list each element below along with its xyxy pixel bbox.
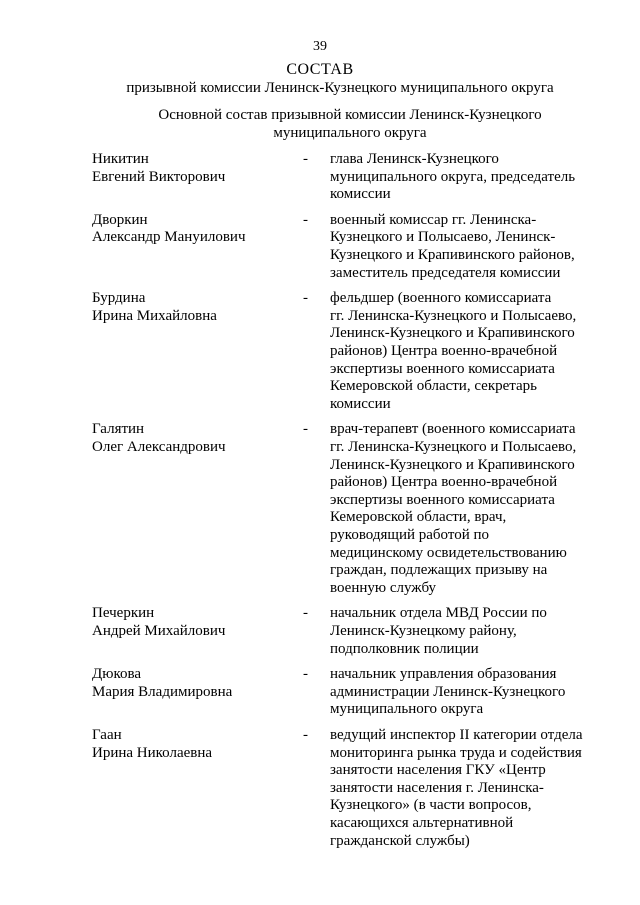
member-role-line: Кузнецкого и Крапивинского районов, — [330, 246, 575, 263]
member-given-names: Мария Владимировна — [92, 683, 233, 700]
member-name — [92, 212, 292, 247]
member-role-line: военный комиссар гг. Ленинска- — [330, 211, 537, 228]
member-given-names: Евгений Викторович — [92, 168, 226, 185]
member-dash: - — [303, 727, 308, 743]
member-role-line: глава Ленинск-Кузнецкого — [330, 151, 499, 167]
member-given-names: Олег Александрович — [92, 438, 226, 455]
section-heading-line: Основной состав призывной комиссии Ленинск-Кузнецкого — [158, 107, 542, 123]
section-heading-line: муниципального округа — [273, 124, 427, 141]
member-surname: Гаан — [92, 727, 122, 743]
member-role — [330, 727, 595, 850]
member-dash: - — [303, 151, 308, 167]
member-role — [330, 212, 595, 282]
member-role-line: комиссии — [330, 395, 391, 412]
member-surname: Никитин — [92, 151, 149, 167]
member-role-line: занятости населения г. Ленинска- — [330, 779, 544, 796]
member-role-line: Кемеровской области, врач, — [330, 509, 507, 526]
member-name — [92, 421, 292, 456]
member-role-line: начальник управления образования — [330, 666, 557, 683]
member-surname: Дюкова — [92, 666, 142, 683]
member-given-names: Александр Мануилович — [92, 229, 246, 246]
member-role-line: гражданской службы) — [330, 832, 470, 849]
member-role-line: заместитель председателя комиссии — [330, 264, 561, 281]
member-role-line: фельдшер (военного комиссариата — [330, 290, 552, 307]
member-role-line: Кемеровской области, секретарь — [330, 378, 538, 395]
member-role-line: врач-терапевт (военного комиссариата — [330, 421, 576, 438]
member-role-line: гг. Ленинска-Кузнецкого и Полысаево, — [330, 307, 577, 324]
member-name — [92, 151, 292, 186]
member-surname: Бурдина — [92, 290, 146, 307]
member-surname: Дворкин — [92, 211, 148, 228]
member-role — [330, 666, 595, 719]
member-name — [92, 605, 292, 640]
member-role — [330, 421, 595, 597]
member-role — [330, 605, 595, 658]
member-role — [330, 151, 595, 204]
member-surname: Галятин — [92, 421, 145, 438]
section-heading — [120, 107, 580, 142]
member-role-line: руководящий работой по — [330, 526, 490, 543]
member-role-line: районов) Центра военно-врачебной — [330, 474, 558, 491]
member-given-names: Ирина Михайловна — [92, 307, 217, 324]
member-role-line: начальник отдела МВД России по — [330, 605, 547, 622]
member-role-line: экспертизы военного комиссариата — [330, 491, 555, 508]
member-role-line: муниципального округа, председатель — [330, 168, 576, 185]
member-role-line: муниципального округа — [330, 701, 484, 718]
member-name — [92, 666, 292, 701]
member-dash: - — [303, 666, 308, 683]
member-role-line: ведущий инспектор II категории отдела — [330, 727, 583, 743]
member-role-line: подполковник полиции — [330, 640, 479, 657]
member-role-line: гг. Ленинска-Кузнецкого и Полысаево, — [330, 438, 577, 455]
member-dash: - — [303, 421, 308, 438]
member-name — [92, 290, 292, 325]
member-given-names: Андрей Михайлович — [92, 622, 226, 639]
member-role-line: комиссии — [330, 186, 391, 203]
member-role-line: Кузнецкого и Полысаево, Ленинск- — [330, 229, 556, 246]
member-dash: - — [303, 605, 308, 622]
member-role-line: медицинскому освидетельствованию — [330, 544, 567, 561]
member-role-line: касающихся альтернативной — [330, 814, 514, 831]
page-number: 39 — [313, 39, 327, 54]
member-role-line: Ленинск-Кузнецкого и Крапивинского — [330, 456, 575, 473]
member-role-line: районов) Центра военно-врачебной — [330, 342, 558, 359]
member-role-line: занятости населения ГКУ «Центр — [330, 762, 546, 779]
member-role-line: Ленинск-Кузнецкого и Крапивинского — [330, 325, 575, 342]
document-title: СОСТАВ — [286, 61, 354, 78]
member-given-names: Ирина Николаевна — [92, 744, 213, 761]
member-role — [330, 290, 595, 413]
member-surname: Печеркин — [92, 605, 155, 622]
member-role-line: экспертизы военного комиссариата — [330, 360, 555, 377]
member-dash: - — [303, 290, 308, 307]
document-subtitle: призывной комиссии Ленинск-Кузнецкого муниципального округа — [126, 80, 554, 96]
member-role-line: администрации Ленинск-Кузнецкого — [330, 683, 566, 700]
member-role-line: мониторинга рынка труда и содействия — [330, 744, 582, 761]
member-role-line: граждан, подлежащих призыву на — [330, 562, 548, 579]
member-role-line: военную службу — [330, 579, 437, 596]
member-role-line: Ленинск-Кузнецкому району, — [330, 622, 517, 639]
member-role-line: Кузнецкого» (в части вопросов, — [330, 797, 532, 814]
member-dash: - — [303, 211, 308, 228]
member-name — [92, 727, 292, 762]
